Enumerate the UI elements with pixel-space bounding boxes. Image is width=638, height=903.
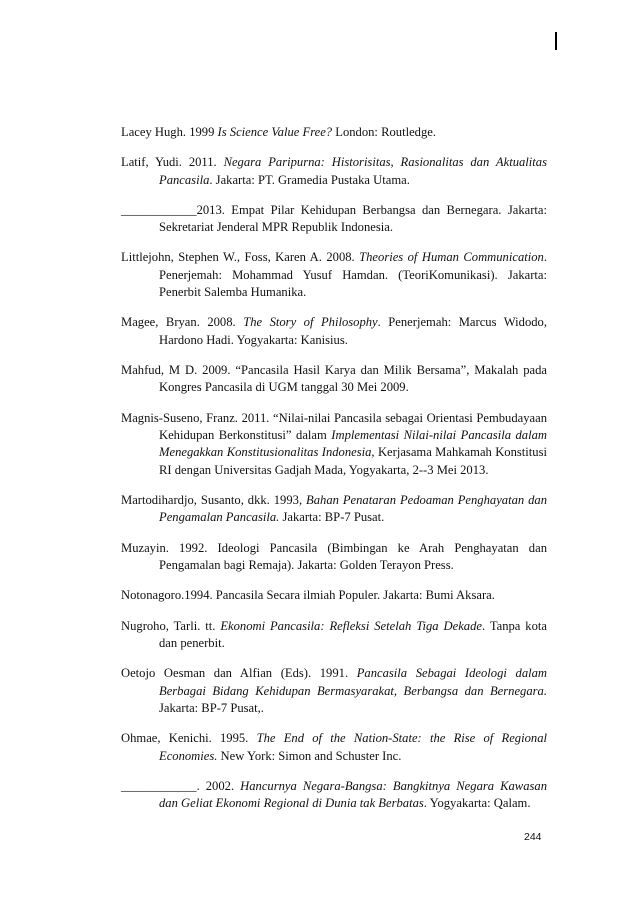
bibliography-entry <box>121 587 547 604</box>
entry-title-italic: Implementasi Nilai-nilai Pancasila dalam Menegakkan Konstitusionalitas Indonesia, <box>159 428 547 460</box>
entry-text: Martodihardjo, Susanto, dkk. 1993, <box>121 493 307 508</box>
page-corner-mark <box>555 32 557 50</box>
entry-text: Notonagoro.1994. Pancasila Secara ilmiah Populer. Jakarta: Bumi Aksara. <box>121 588 495 603</box>
entry-text: Latif, Yudi. 2011. <box>121 155 224 170</box>
bibliography-list <box>121 124 547 825</box>
entry-text: . Tanpa kota dan penerbit. <box>159 618 547 650</box>
bibliography-entry <box>121 124 547 141</box>
entry-title-italic: Hancurnya Negara-Bangsa: Bangkitnya Negara Kawasan dan Geliat Ekonomi Regional di Dunia tak Berbatas <box>159 778 547 811</box>
entry-text: ____________2013. Empat Pilar Kehidupan Berbangsa dan Bernegara. Jakarta: Sekretariat Jenderal MPR Republik Indonesia. <box>121 202 547 235</box>
entry-text: Jakarta: BP-7 Pusat. <box>279 510 385 525</box>
entry-text: Lacey Hugh. 1999 <box>121 125 218 139</box>
entry-text: Magee, Bryan. 2008. <box>121 315 244 330</box>
entry-title-italic: Pancasila Sebagai Ideologi dalam Berbagai Bidang Kehidupan Bermasyarakat, Berbangsa dan Bernegara. <box>159 666 548 698</box>
entry-title-italic: Is Science Value Free? <box>217 125 333 139</box>
entry-text: Littlejohn, Stephen W., Foss, Karen A. 2008. <box>121 250 360 265</box>
entry-text: Ohmae, Kenichi. 1995. <box>121 731 257 746</box>
entry-title-italic: Bahan Penataran Pedoaman Penghayatan dan Pengamalan Pancasila. <box>159 493 547 525</box>
bibliography-entry <box>121 540 547 575</box>
bibliography-entry <box>121 249 547 301</box>
bibliography-entry <box>121 362 547 397</box>
entry-text: Muzayin. 1992. Ideologi Pancasila (Bimbingan ke Arah Penghayatan dan Pengamalan bagi Remaja). Jakarta: Golden Terayon Press. <box>121 540 547 573</box>
bibliography-entry <box>121 154 547 189</box>
bibliography-entry <box>121 314 547 349</box>
bibliography-entry <box>121 730 547 765</box>
entry-text: Kerjasama Mahkamah Konstitusi RI dengan Universitas Gadjah Mada, Yogyakarta, 2--3 Mei 2013. <box>159 445 547 477</box>
entry-text: Magnis-Suseno, Franz. 2011. “Nilai-nilai Pancasila sebagai Orientasi Pembudayaan Kehidupan Berkonstitusi” dalam <box>121 410 547 443</box>
bibliography-entry <box>121 202 547 237</box>
bibliography-entry <box>121 410 547 480</box>
entry-text: . Penerjemah: Mohammad Yusuf Hamdan. (TeoriKomunikasi). Jakarta: Penerbit Salemba Humanika. <box>159 250 547 300</box>
entry-title-italic: Ekonomi Pancasila: Refleksi Setelah Tiga Dekade <box>220 618 482 633</box>
entry-text: Oetojo Oesman dan Alfian (Eds). 1991. <box>121 666 357 681</box>
entry-text: London: Routledge. <box>332 125 436 139</box>
entry-title-italic: Theories of Human Communication <box>359 250 544 265</box>
entry-title-italic: Negara Paripurna: Historisitas, Rasionalitas dan Aktualitas Pancasila <box>159 155 547 187</box>
entry-text: . Yogyakarta: Qalam. <box>423 796 531 811</box>
entry-title-italic: The Story of Philosophy <box>243 315 378 330</box>
entry-text: ____________. 2002. <box>121 778 241 793</box>
bibliography-entry <box>121 492 547 527</box>
page-number: 244 <box>524 831 542 843</box>
entry-title-italic: The End of the Nation-State: the Rise of Regional Economies. <box>159 731 547 763</box>
entry-text: Jakarta: BP-7 Pusat,. <box>159 700 264 715</box>
entry-text: . Jakarta: PT. Gramedia Pustaka Utama. <box>209 172 410 187</box>
entry-text: . Penerjemah: Marcus Widodo, Hardono Hadi. Yogyakarta: Kanisius. <box>159 315 547 347</box>
entry-text: New York: Simon and Schuster Inc. <box>217 748 402 763</box>
bibliography-entry <box>121 778 547 813</box>
entry-text: Nugroho, Tarli. tt. <box>121 618 221 633</box>
bibliography-entry <box>121 618 547 653</box>
entry-text: Mahfud, M D. 2009. “Pancasila Hasil Karya dan Milik Bersama”, Makalah pada Kongres Pancasila di UGM tanggal 30 Mei 2009. <box>121 363 547 395</box>
bibliography-entry <box>121 665 547 717</box>
